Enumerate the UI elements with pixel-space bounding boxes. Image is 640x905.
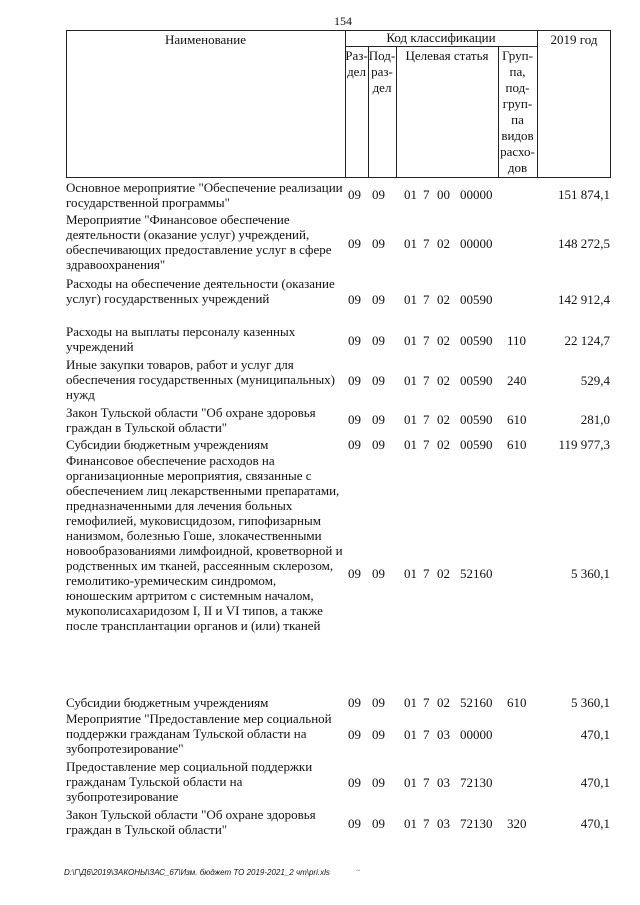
header-name: Наименование <box>165 32 246 47</box>
code-t1: 01 <box>404 566 417 581</box>
code-p: 09 <box>372 333 385 348</box>
code-t3: 02 <box>437 373 450 388</box>
code-r: 09 <box>348 236 361 251</box>
code-t4: 00000 <box>460 236 493 251</box>
file-path-footer: D:\Г\Д6\2019\ЗАКОНЫ\ЗАС_67\Изм. бюджет ТО 2019-2021_2 чт\pri.xls <box>64 868 330 877</box>
code-t3: 02 <box>437 292 450 307</box>
amount-2019: 470,1 <box>580 727 610 742</box>
code-r: 09 <box>348 695 361 710</box>
code-t2: 7 <box>423 437 430 452</box>
row-name: Закон Тульской области "Об охране здоровья граждан в Тульской области" <box>66 405 316 435</box>
amount-2019: 22 124,7 <box>564 333 610 348</box>
code-t4: 00000 <box>460 727 493 742</box>
amount-2019: 119 977,3 <box>558 437 610 452</box>
code-t3: 02 <box>437 412 450 427</box>
code-t2: 7 <box>423 412 430 427</box>
code-t2: 7 <box>423 236 430 251</box>
code-t2: 7 <box>423 566 430 581</box>
code-t3: 00 <box>437 187 450 202</box>
code-t3: 03 <box>437 727 450 742</box>
amount-2019: 5 360,1 <box>571 695 610 710</box>
code-t3: 03 <box>437 816 450 831</box>
header-target: Целевая статья <box>405 48 489 63</box>
code-t2: 7 <box>423 292 430 307</box>
code-t2: 7 <box>423 187 430 202</box>
code-t3: 02 <box>437 566 450 581</box>
code-p: 09 <box>372 566 385 581</box>
amount-2019: 281,0 <box>580 412 610 427</box>
code-p: 09 <box>372 437 385 452</box>
code-g: 240 <box>507 373 527 388</box>
header-year: 2019 год <box>550 32 598 47</box>
code-p: 09 <box>372 187 385 202</box>
code-t2: 7 <box>423 333 430 348</box>
code-t1: 01 <box>404 775 417 790</box>
row-name: Иные закупки товаров, работ и услуг для обеспечения государственных (муниципальных) нужд <box>66 357 336 402</box>
header-code: Код классификации <box>386 30 496 45</box>
scan-mark: ~ <box>356 866 361 875</box>
code-t2: 7 <box>423 373 430 388</box>
code-r: 09 <box>348 727 361 742</box>
code-r: 09 <box>348 292 361 307</box>
row-name: Субсидии бюджетным учреждениям <box>66 437 269 452</box>
amount-2019: 529,4 <box>580 373 610 388</box>
code-g: 610 <box>507 437 527 452</box>
code-r: 09 <box>348 437 361 452</box>
code-p: 09 <box>372 775 385 790</box>
amount-2019: 470,1 <box>580 775 610 790</box>
code-t1: 01 <box>404 412 417 427</box>
code-p: 09 <box>372 727 385 742</box>
code-t1: 01 <box>404 695 417 710</box>
amount-2019: 142 912,4 <box>558 292 610 307</box>
code-t2: 7 <box>423 695 430 710</box>
code-t4: 00590 <box>460 437 493 452</box>
code-r: 09 <box>348 373 361 388</box>
header-podrazdel: Под- раз- дел <box>368 48 396 95</box>
code-t1: 01 <box>404 816 417 831</box>
code-t3: 02 <box>437 333 450 348</box>
code-p: 09 <box>372 695 385 710</box>
code-t4: 52160 <box>460 566 493 581</box>
code-g: 610 <box>507 412 527 427</box>
row-name: Финансовое обеспечение расходов на организационные мероприятия, связанные с обеспечением лиц лекарственными препаратами, предназначенными для лечения больных гемофилией, муковисцидозом, гипофизарным нанизмом, болезнью Гоше, злокачественными новообразованиями лимфоидной, кроветворной и родственных им тканей, рассеянным склерозом, гемолитико-уремическим синдромом, юношеским артритом с системным началом, мукополисахаридозом I, II и VI типов, а также после трансплантации органов и (или) тканей <box>66 453 343 633</box>
code-t1: 01 <box>404 187 417 202</box>
code-g: 110 <box>507 333 527 348</box>
code-r: 09 <box>348 775 361 790</box>
code-p: 09 <box>372 292 385 307</box>
code-t4: 72130 <box>460 816 493 831</box>
code-r: 09 <box>348 566 361 581</box>
code-t3: 03 <box>437 775 450 790</box>
code-r: 09 <box>348 816 361 831</box>
row-name: Мероприятие "Предоставление мер социальной поддержки гражданам Тульской области на зубопротезирование" <box>66 711 332 756</box>
code-p: 09 <box>372 236 385 251</box>
code-t2: 7 <box>423 775 430 790</box>
code-p: 09 <box>372 412 385 427</box>
amount-2019: 470,1 <box>580 816 610 831</box>
code-t1: 01 <box>404 333 417 348</box>
code-p: 09 <box>372 816 385 831</box>
code-t3: 02 <box>437 695 450 710</box>
header-group: Груп- па, под- груп- па видов расхо- дов <box>500 48 535 175</box>
code-g: 320 <box>507 816 527 831</box>
code-t4: 72130 <box>460 775 493 790</box>
code-r: 09 <box>348 187 361 202</box>
code-t3: 02 <box>437 437 450 452</box>
code-g: 610 <box>507 695 527 710</box>
row-name: Предоставление мер социальной поддержки гражданам Тульской области на зубопротезирование <box>66 759 313 804</box>
code-t1: 01 <box>404 292 417 307</box>
code-p: 09 <box>372 373 385 388</box>
code-r: 09 <box>348 333 361 348</box>
code-t1: 01 <box>404 236 417 251</box>
amount-2019: 151 874,1 <box>558 187 610 202</box>
code-t1: 01 <box>404 373 417 388</box>
amount-2019: 148 272,5 <box>558 236 610 251</box>
code-r: 09 <box>348 412 361 427</box>
code-t4: 00590 <box>460 412 493 427</box>
row-name: Мероприятие "Финансовое обеспечение деятельности (оказание услуг) учреждений, обеспечивающих предоставление услуг в сфере здравоохранения" <box>66 212 332 272</box>
page-number: 154 <box>334 14 352 28</box>
code-t2: 7 <box>423 816 430 831</box>
row-name: Расходы на обеспечение деятельности (оказание услуг) государственных учреждений <box>66 276 335 306</box>
code-t4: 00590 <box>460 373 493 388</box>
header-razdel: Раз- дел <box>345 48 368 79</box>
amount-2019: 5 360,1 <box>571 566 610 581</box>
code-t4: 00000 <box>460 187 493 202</box>
code-t1: 01 <box>404 727 417 742</box>
code-t4: 52160 <box>460 695 493 710</box>
code-t3: 02 <box>437 236 450 251</box>
row-name: Субсидии бюджетным учреждениям <box>66 695 269 710</box>
code-t4: 00590 <box>460 292 493 307</box>
code-t4: 00590 <box>460 333 493 348</box>
code-t1: 01 <box>404 437 417 452</box>
row-name: Основное мероприятие "Обеспечение реализации государственной программы" <box>66 180 343 210</box>
row-name: Расходы на выплаты персоналу казенных учреждений <box>66 324 296 354</box>
code-t2: 7 <box>423 727 430 742</box>
row-name: Закон Тульской области "Об охране здоровья граждан в Тульской области" <box>66 807 316 837</box>
